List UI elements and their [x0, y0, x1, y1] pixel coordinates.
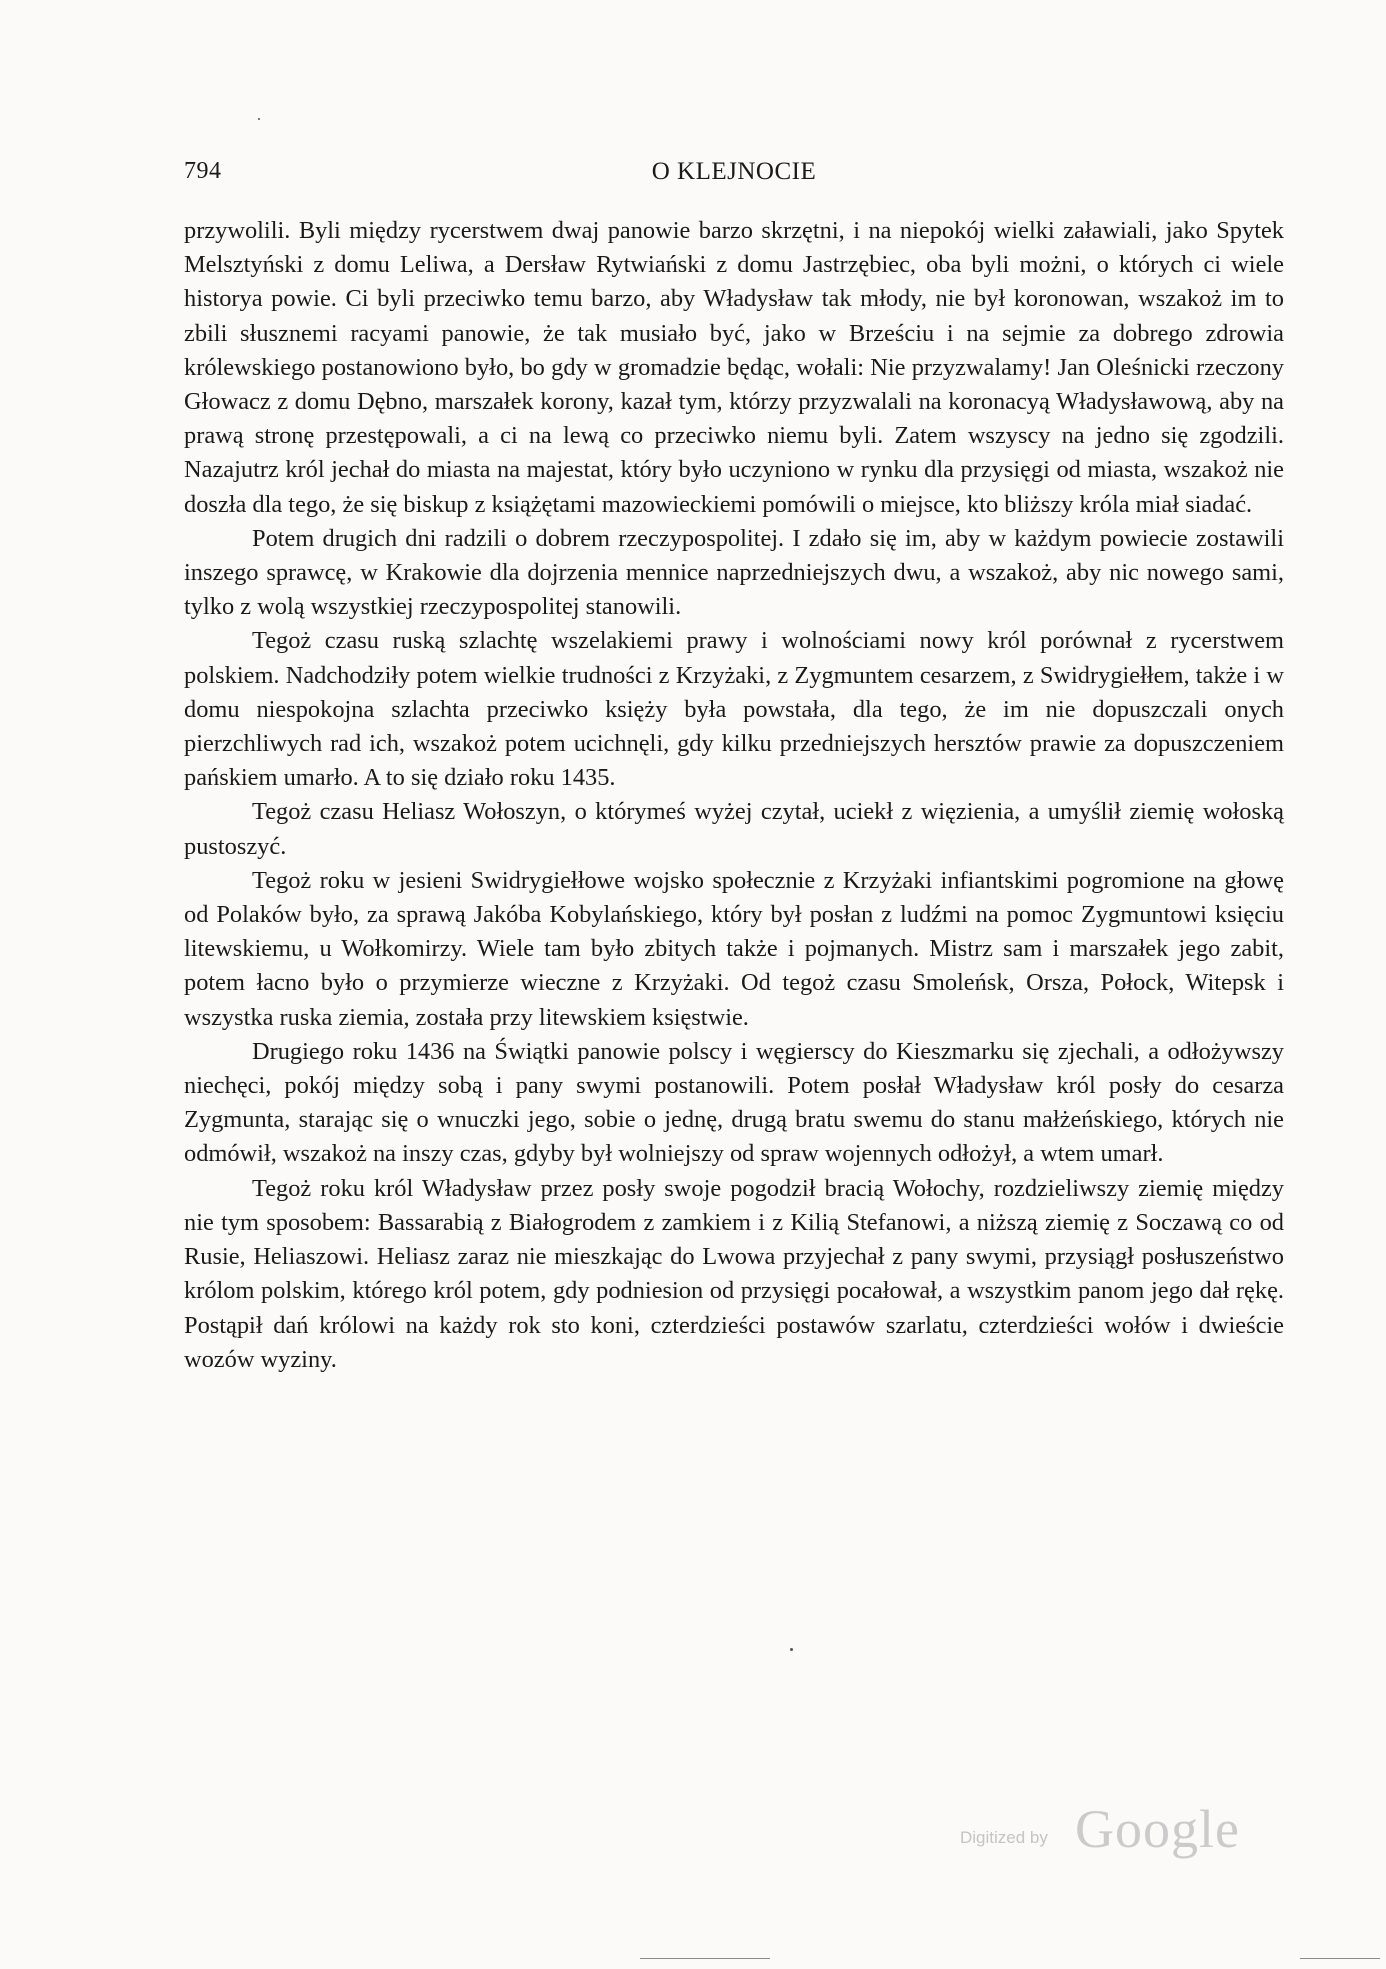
digitized-watermark [960, 1798, 1260, 1858]
paragraph-4: Tegoż czasu Heliasz Wołoszyn, o którymeś wyżej czytał, uciekł z więzienia, a umyślił ziemię wołoską pustoszyć. [184, 798, 1284, 860]
scan-speck [258, 118, 260, 120]
paragraph-1: przywolili. Byli między rycerstwem dwaj panowie barzo skrzętni, i na niepokój wielki załawiali, jako Spytek Melsztyński z domu Leliwa, a Dersław Rytwiański z domu Jastrzębiec, oba byli możni, o których ci wiele historya powie. Ci byli przeciwko temu barzo, aby Władysław tak młody, nie był koronowan, wszakoż im to zbili słusznemi racyami panowie, że tak musiało być, jako w Brześciu i na sejmie za dobrego zdrowia królewskiego postanowiono było, bo gdy w gromadzie będąc, wołali: Nie przyzwalamy! Jan Oleśnicki rzeczony Głowacz z domu Dębno, marszałek korony, kazał tym, którzy przyzwalali na koronacyą Władysławową, aby na prawą stronę przestępowali, a ci na lewą co przeciwko niemu byli. Zatem wszyscy na jedno się zgodzili. Nazajutrz król jechał do miasta na majestat, który było uczyniono w rynku dla przysięgi od miasta, wszakoż nie doszła dla tego, że się biskup z książętami mazowieckiemi pomówili o miejsce, kto bliższy króla miał siadać. [184, 217, 1284, 518]
paragraph-7: Tegoż roku król Władysław przez posły swoje pogodził bracią Wołochy, rozdzieliwszy ziemię między nie tym sposobem: Bassarabią z Białogrodem z zamkiem i z Kilią Stefanowi, a niższą ziemię z Soczawą co od Rusie, Heliaszowi. Heliasz zaraz nie mieszkając do Lwowa przyjechał z pany swymi, przysiągł posłuszeństwo królom polskim, którego król potem, gdy podniesion od przysięgi pocałował, a wszystkim panom jego dał rękę. Postąpił dań królowi na każdy rok sto koni, czterdzieści postawów szarlatu, czterdzieści wołów i dwieście wozów wyziny. [184, 1174, 1284, 1373]
watermark-prefix: Digitized by [960, 1828, 1048, 1847]
paragraph-6: Drugiego roku 1436 na Świątki panowie polscy i węgierscy do Kieszmarku się zjechali, a odłożywszy niechęci, pokój między sobą i pany swymi postanowili. Potem posłał Władysław król posły do cesarza Zygmunta, starając się o wnuczki jego, sobie o jednę, drugą bratu swemu do stanu małżeńskiego, których nie odmówił, wszakoż na inszy czas, gdyby był wolniejszy od spraw wojennych odłożył, a wtem umarł. [184, 1037, 1284, 1168]
running-title: O KLEJNOCIE [651, 158, 817, 185]
paragraph-3: Tegoż czasu ruską szlachtę wszelakiemi prawy i wolnościami nowy król porównał z rycerstwem polskiem. Nadchodziły potem wielkie trudności z Krzyżaki, z Zygmuntem cesarzem, z Swidrygiełłem, także i w domu niespokojna szlachta przeciwko księży była powstała, dla tego, że im nie dopuszczali onych pierzchliwych rad ich, wszakoż potem ucichnęli, gdy kilku przedniejszych hersztów prawie za dopuszczeniem pańskiem umarło. A to się działo roku 1435. [184, 627, 1284, 792]
scan-speck [790, 1648, 793, 1651]
watermark-logo: Google [1075, 1799, 1240, 1859]
body-text [184, 214, 1284, 1377]
scan-edge-line [640, 1958, 770, 1959]
scan-edge-line [1300, 1958, 1380, 1959]
paragraph-2: Potem drugich dni radzili o dobrem rzeczypospolitej. I zdało się im, aby w każdym powiecie zostawili inszego sprawcę, w Krakowie dla dojrzenia mennice naprzedniejszych dwu, a wszakoż, aby nic nowego sami, tylko z wolą wszystkiej rzeczypospolitej stanowili. [184, 524, 1284, 621]
paragraph-5: Tegoż roku w jesieni Swidrygiełłowe wojsko społecznie z Krzyżaki infiantskimi pogromione na głowę od Polaków było, za sprawą Jakóba Kobylańskiego, który był posłan z ludźmi na pomoc Zygmuntowi księciu litewskiemu, u Wołkomirzy. Wiele tam było zbitych także i pojmanych. Mistrz sam i marszałek jego zabit, potem łacno było o przymierze wieczne z Krzyżaki. Od tegoż czasu Smoleńsk, Orsza, Połock, Witepsk i wszystka ruska ziemia, została przy litewskiem księstwie. [184, 866, 1284, 1031]
page-header [184, 158, 1284, 198]
page-number: 794 [184, 158, 222, 184]
